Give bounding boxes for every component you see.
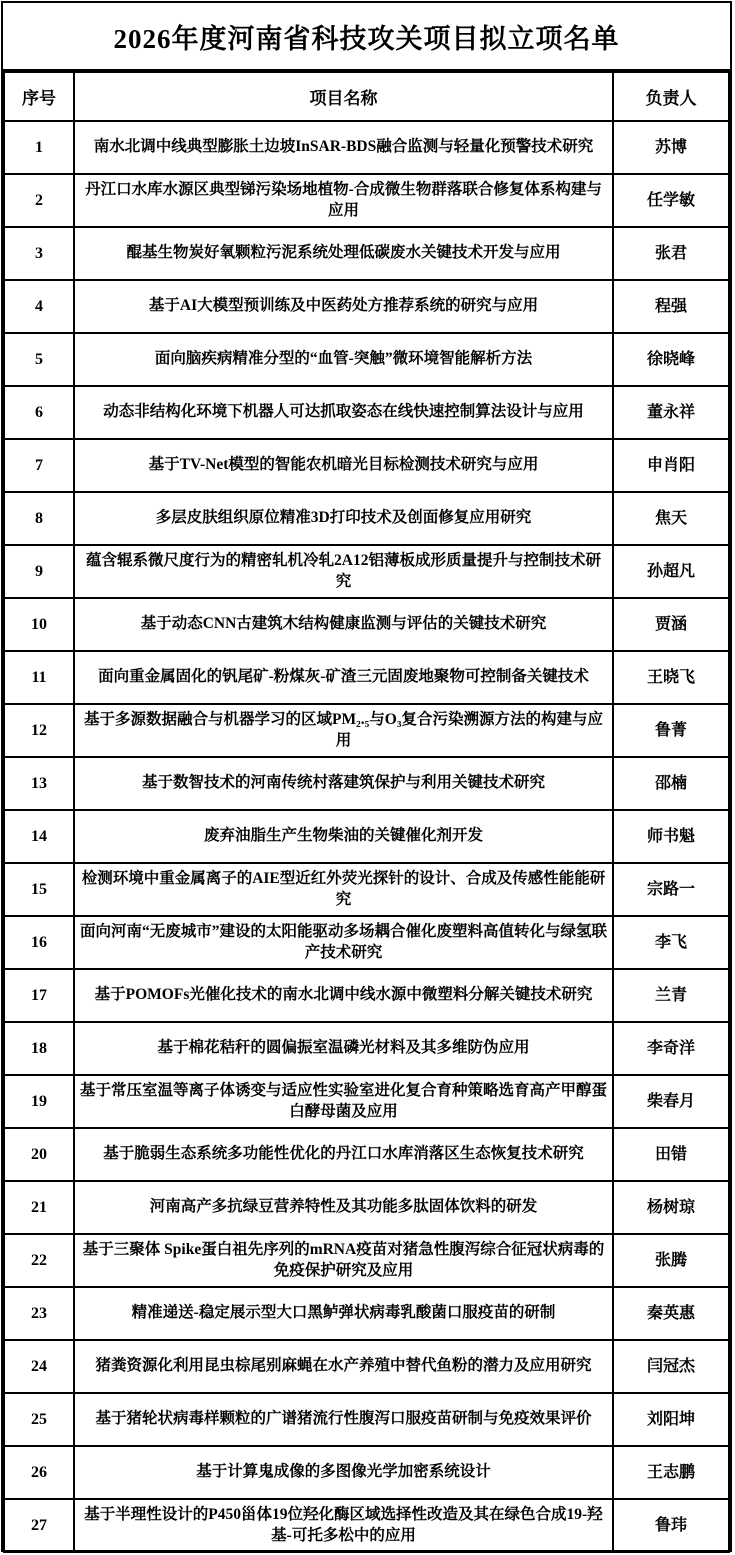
cell-project-name: 河南高产多抗绿豆营养特性及其功能多肽固体饮料的研发 [74,1181,613,1234]
header-cell-leader: 负责人 [613,72,729,121]
table-row [4,1499,729,1552]
cell-no: 24 [4,1340,74,1393]
cell-leader: 贾涵 [613,598,729,651]
cell-no: 8 [4,492,74,545]
cell-no: 25 [4,1393,74,1446]
table-row [4,545,729,598]
cell-leader: 兰青 [613,969,729,1022]
cell-leader: 邵楠 [613,757,729,810]
cell-leader: 董永祥 [613,386,729,439]
cell-no: 23 [4,1287,74,1340]
table-row [4,1128,729,1181]
cell-leader: 李飞 [613,916,729,969]
cell-leader: 申肖阳 [613,439,729,492]
table-row [4,1340,729,1393]
cell-no: 5 [4,333,74,386]
cell-project-name: 基于TV-Net模型的智能农机暗光目标检测技术研究与应用 [74,439,613,492]
cell-project-name: 基于棉花秸秆的圆偏振室温磷光材料及其多维防伪应用 [74,1022,613,1075]
cell-no: 4 [4,280,74,333]
cell-project-name: 基于猪轮状病毒样颗粒的广谱猪流行性腹泻口服疫苗研制与免疫效果评价 [74,1393,613,1446]
cell-project-name: 基于脆弱生态系统多功能性优化的丹江口水库消落区生态恢复技术研究 [74,1128,613,1181]
table-row [4,1181,729,1234]
cell-leader: 秦英惠 [613,1287,729,1340]
cell-project-name: 醌基生物炭好氧颗粒污泥系统处理低碳废水关键技术开发与应用 [74,227,613,280]
cell-no: 3 [4,227,74,280]
cell-leader: 鲁玮 [613,1499,729,1552]
cell-project-name: 基于三聚体 Spike蛋白祖先序列的mRNA疫苗对猪急性腹泻综合征冠状病毒的免疫保护研究及应用 [74,1234,613,1287]
cell-leader: 杨树琼 [613,1181,729,1234]
cell-leader: 张腾 [613,1234,729,1287]
table-row [4,333,729,386]
cell-no: 27 [4,1499,74,1552]
cell-no: 20 [4,1128,74,1181]
table-header [4,72,729,121]
table-row [4,651,729,704]
cell-no: 26 [4,1446,74,1499]
cell-no: 2 [4,174,74,227]
table-row [4,439,729,492]
cell-project-name: 面向重金属固化的钒尾矿-粉煤灰-矿渣三元固废地聚物可控制备关键技术 [74,651,613,704]
cell-no: 1 [4,121,74,174]
table-row [4,704,729,757]
table-row [4,1393,729,1446]
cell-leader: 王志鹏 [613,1446,729,1499]
cell-no: 18 [4,1022,74,1075]
cell-no: 6 [4,386,74,439]
table-row [4,174,729,227]
table-row [4,280,729,333]
cell-leader: 刘阳坤 [613,1393,729,1446]
cell-leader: 宗路一 [613,863,729,916]
cell-project-name: 蕴含辊系微尺度行为的精密轧机冷轧2A12铝薄板成形质量提升与控制技术研究 [74,545,613,598]
cell-leader: 鲁菁 [613,704,729,757]
cell-leader: 张君 [613,227,729,280]
cell-no: 17 [4,969,74,1022]
table-row [4,810,729,863]
cell-leader: 田错 [613,1128,729,1181]
cell-project-name: 检测环境中重金属离子的AIE型近红外荧光探针的设计、合成及传感性能能研究 [74,863,613,916]
cell-project-name: 基于POMOFs光催化技术的南水北调中线水源中微塑料分解关键技术研究 [74,969,613,1022]
table-row [4,227,729,280]
cell-leader: 焦天 [613,492,729,545]
cell-leader: 程强 [613,280,729,333]
projects-table [3,71,730,1553]
cell-leader: 柴春月 [613,1075,729,1128]
table-row [4,1446,729,1499]
cell-project-name: 面向河南“无废城市”建设的太阳能驱动多场耦合催化废塑料高值转化与绿氢联产技术研究 [74,916,613,969]
table-row [4,386,729,439]
cell-no: 7 [4,439,74,492]
header-row [4,72,729,121]
document-sheet [1,1,732,1552]
cell-leader: 任学敏 [613,174,729,227]
table-row [4,121,729,174]
table-row [4,863,729,916]
cell-project-name: 基于常压室温等离子体诱变与适应性实验室进化复合育种策略选育高产甲醇蛋白酵母菌及应用 [74,1075,613,1128]
cell-no: 10 [4,598,74,651]
table-row [4,916,729,969]
cell-no: 22 [4,1234,74,1287]
header-cell-no: 序号 [4,72,74,121]
header-cell-name: 项目名称 [74,72,613,121]
table-row [4,1022,729,1075]
cell-project-name: 动态非结构化环境下机器人可达抓取姿态在线快速控制算法设计与应用 [74,386,613,439]
cell-leader: 孙超凡 [613,545,729,598]
cell-project-name: 丹江口水库水源区典型锑污染场地植物-合成微生物群落联合修复体系构建与应用 [74,174,613,227]
table-body [4,121,729,1552]
cell-project-name: 基于半理性设计的P450甾体19位羟化酶区域选择性改造及其在绿色合成19-羟基-可托多松中的应用 [74,1499,613,1552]
table-row [4,492,729,545]
cell-no: 14 [4,810,74,863]
cell-no: 19 [4,1075,74,1128]
cell-project-name: 精准递送-稳定展示型大口黑鲈弹状病毒乳酸菌口服疫苗的研制 [74,1287,613,1340]
cell-project-name: 基于动态CNN古建筑木结构健康监测与评估的关键技术研究 [74,598,613,651]
cell-leader: 苏博 [613,121,729,174]
table-row [4,598,729,651]
table-row [4,1287,729,1340]
cell-no: 12 [4,704,74,757]
cell-no: 15 [4,863,74,916]
cell-leader: 徐晓峰 [613,333,729,386]
cell-project-name: 面向脑疾病精准分型的“血管-突触”微环境智能解析方法 [74,333,613,386]
cell-project-name: 基于计算鬼成像的多图像光学加密系统设计 [74,1446,613,1499]
cell-project-name: 基于数智技术的河南传统村落建筑保护与利用关键技术研究 [74,757,613,810]
cell-no: 11 [4,651,74,704]
cell-project-name: 基于AI大模型预训练及中医药处方推荐系统的研究与应用 [74,280,613,333]
table-row [4,1075,729,1128]
cell-project-name: 南水北调中线典型膨胀土边坡InSAR-BDS融合监测与轻量化预警技术研究 [74,121,613,174]
table-row [4,757,729,810]
cell-leader: 闫冠杰 [613,1340,729,1393]
cell-leader: 李奇洋 [613,1022,729,1075]
cell-leader: 王晓飞 [613,651,729,704]
table-row [4,969,729,1022]
cell-project-name: 废弃油脂生产生物柴油的关键催化剂开发 [74,810,613,863]
cell-no: 16 [4,916,74,969]
cell-no: 9 [4,545,74,598]
page-title: 2026年度河南省科技攻关项目拟立项名单 [3,3,730,71]
cell-project-name: 猪粪资源化利用昆虫棕尾别麻蝇在水产养殖中替代鱼粉的潜力及应用研究 [74,1340,613,1393]
cell-leader: 师书魁 [613,810,729,863]
cell-no: 13 [4,757,74,810]
table-row [4,1234,729,1287]
cell-project-name: 多层皮肤组织原位精准3D打印技术及创面修复应用研究 [74,492,613,545]
cell-project-name: 基于多源数据融合与机器学习的区域PM₂.₅与O₃复合污染溯源方法的构建与应用 [74,704,613,757]
cell-no: 21 [4,1181,74,1234]
